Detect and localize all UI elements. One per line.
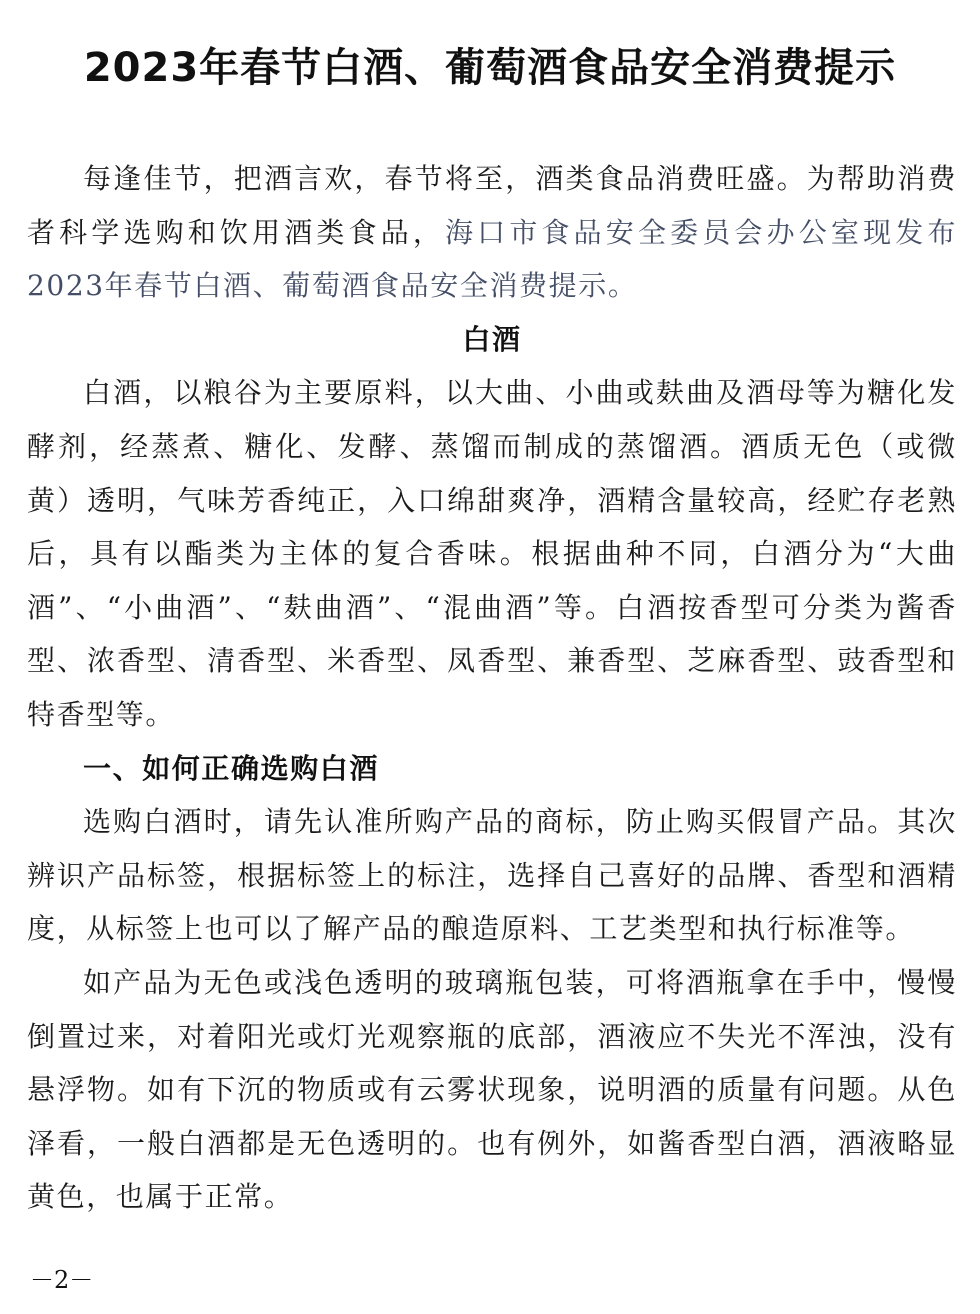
- document-body: [27, 152, 957, 1224]
- document-title: 2023年春节白酒、葡萄酒食品安全消费提示: [83, 45, 897, 91]
- buying-advice-paragraph: 选购白酒时，请先认准所购产品的商标，防止购买假冒产品。其次辨识产品标签，根据标签上的标注，选择自己喜好的品牌、香型和酒精度，从标签上也可以了解产品的酿造原料、工艺类型和执行标准等。: [27, 805, 957, 946]
- page-number: －2－: [30, 1266, 94, 1294]
- section-heading-baijiu: 白酒: [462, 322, 522, 356]
- intro-paragraph: [27, 152, 957, 313]
- baijiu-description-paragraph: 白酒，以粮谷为主要原料，以大曲、小曲或麸曲及酒母等为糖化发酵剂，经蒸煮、糖化、发酵、蒸馏而制成的蒸馏酒。酒质无色（或微黄）透明，气味芳香纯正，入口绵甜爽净，酒精含量较高，经贮存老熟后，具有以酯类为主体的复合香味。根据曲种不同，白酒分为“大曲酒”、“小曲酒”、“麸曲酒”、“混曲酒”等。白酒按香型可分类为酱香型、浓香型、清香型、米香型、凤香型、兼香型、芝麻香型、豉香型和特香型等。: [27, 376, 957, 731]
- visual-inspection-paragraph: 如产品为无色或浅色透明的玻璃瓶包装，可将酒瓶拿在手中，慢慢倒置过来，对着阳光或灯光观察瓶的底部，酒液应不失光不浑浊，没有悬浮物。如有下沉的物质或有云雾状现象，说明酒的质量有问题。从色泽看，一般白酒都是无色透明的。也有例外，如酱香型白酒，酒液略显黄色，也属于正常。: [27, 965, 957, 1214]
- intro-tail-text: 现发布2023年春节白酒、葡萄酒食品安全消费提示。: [27, 215, 957, 303]
- intro-lead-text: 每逢佳节，把酒言欢，春节将至，酒类食品消费旺盛。为帮助消费者科学选购和饮用酒类食品，: [27, 162, 957, 249]
- subsection-heading-how-to-buy: 一、如何正确选购白酒: [83, 751, 380, 785]
- issuing-agency: 海口市食品安全委员会办公室: [445, 215, 864, 249]
